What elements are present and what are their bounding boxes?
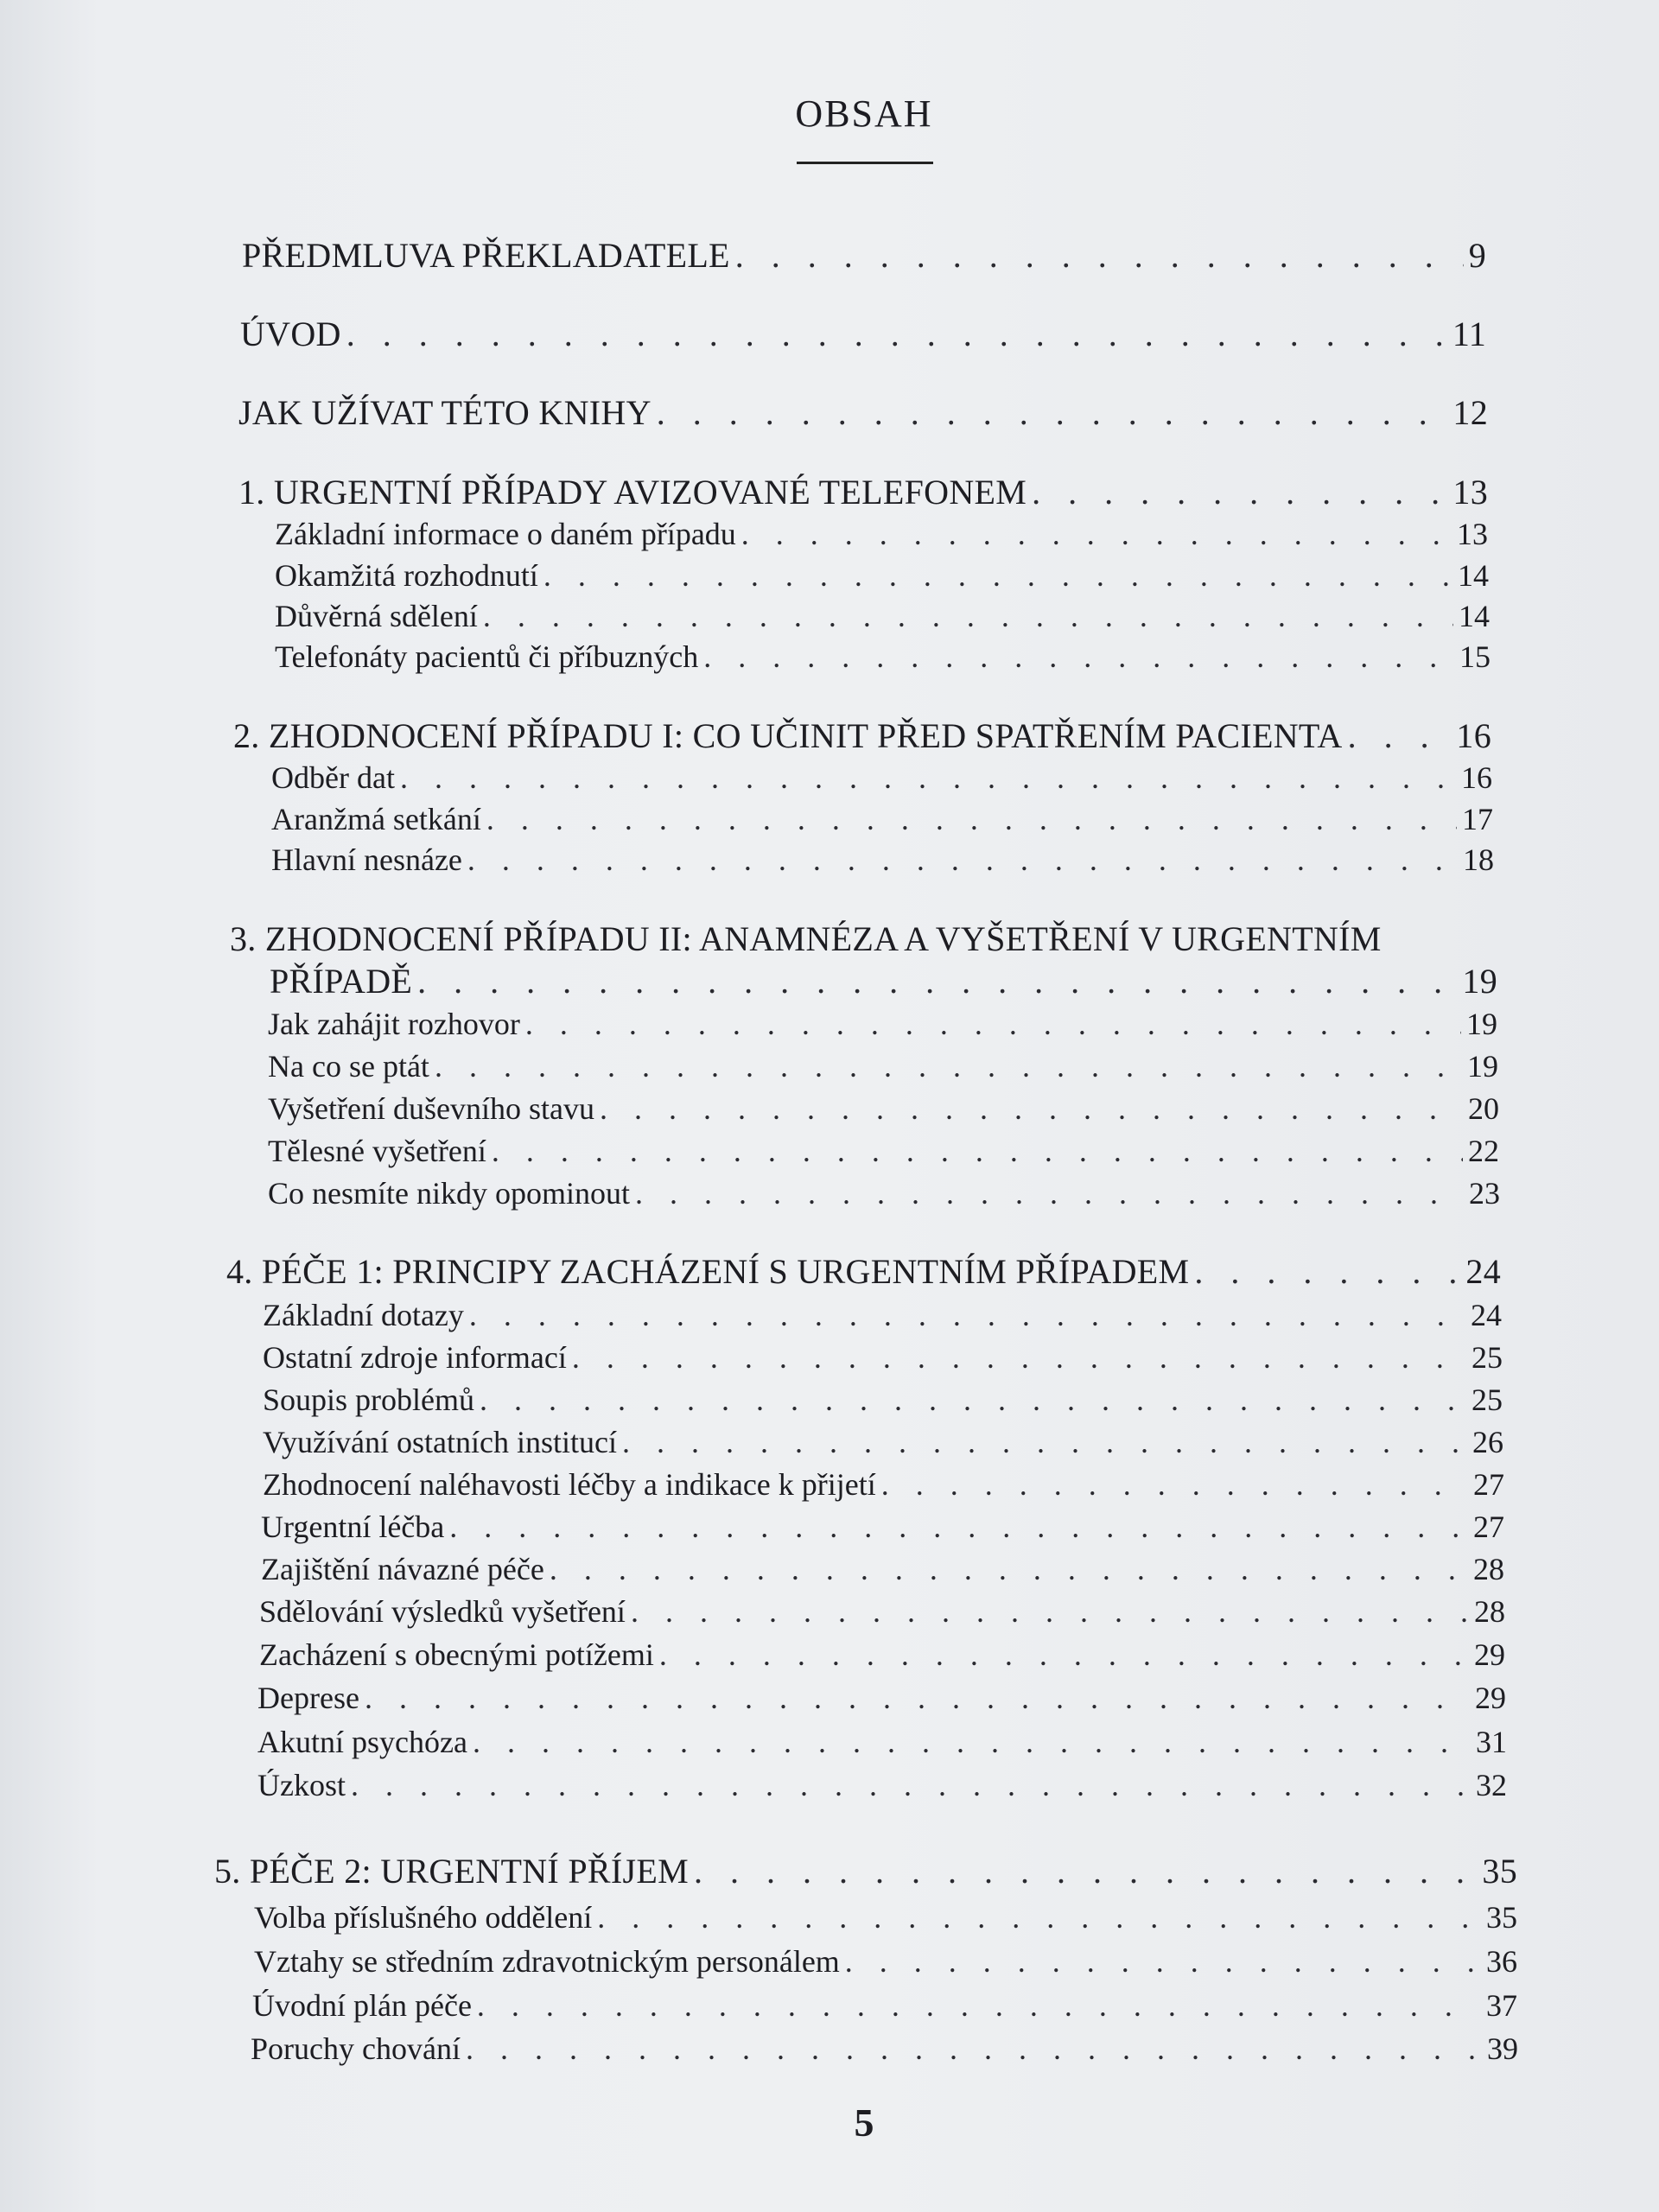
toc-entry-page: 22: [1468, 1134, 1499, 1168]
toc-subentry: [268, 1175, 1500, 1211]
toc-entry-page: 27: [1473, 1510, 1504, 1544]
toc-entry-page: 24: [1471, 1298, 1502, 1332]
dot-leader: [622, 1424, 1467, 1460]
toc-entry-page: 9: [1468, 236, 1486, 275]
toc-chapter: [230, 918, 1440, 959]
toc-entry-page: 12: [1452, 393, 1488, 432]
toc-entry-page: 19: [1466, 1007, 1497, 1041]
dot-leader: [597, 1899, 1481, 1936]
toc-entry-title: Soupis problémů: [263, 1382, 475, 1417]
toc-entry-title: Zhodnocení naléhavosti léčby a indikace k přijetí: [263, 1467, 876, 1502]
toc-entry-page: 14: [1458, 558, 1489, 593]
toc-entry-page: 13: [1452, 473, 1488, 512]
dot-leader: [1194, 1251, 1460, 1292]
toc-heading: OBSAH: [795, 92, 933, 135]
toc-entry-title: Telefonáty pacientů či příbuzných: [275, 639, 699, 674]
toc-entry-page: 16: [1456, 716, 1491, 755]
dot-leader: [469, 1297, 1465, 1333]
toc-subentry: [263, 1339, 1503, 1376]
toc-entry-page: 28: [1473, 1552, 1504, 1586]
dot-leader: [351, 1767, 1471, 1803]
toc-entry-title: ÚVOD: [240, 315, 341, 353]
toc-entry-page: 32: [1476, 1768, 1507, 1802]
dot-leader: [480, 1382, 1466, 1418]
dot-leader: [477, 1987, 1481, 2024]
toc-chapter: [238, 472, 1488, 512]
toc-entry-page: 16: [1461, 760, 1492, 795]
dot-leader: [417, 961, 1457, 1001]
toc-entry-title: Úvodní plán péče: [252, 1988, 472, 2023]
toc-subentry: [252, 1987, 1517, 2024]
dot-leader: [473, 1724, 1471, 1760]
dot-leader: [600, 1090, 1463, 1127]
toc-entry-page: 23: [1469, 1176, 1500, 1211]
toc-entry: [242, 235, 1486, 276]
page-number: 5: [854, 2101, 874, 2145]
toc-entry-title: Okamžitá rozhodnutí: [275, 558, 538, 593]
toc-subentry: [261, 1509, 1504, 1545]
toc-entry-title: Zacházení s obecnými potížemi: [259, 1637, 654, 1672]
toc-subentry: [263, 1297, 1502, 1333]
toc-subentry: [275, 557, 1489, 594]
toc-entry-page: 36: [1486, 1944, 1517, 1979]
toc-subentry: [263, 1424, 1503, 1460]
toc-entry-page: 26: [1472, 1425, 1503, 1459]
toc-entry-title: Poruchy chování: [251, 2031, 461, 2066]
toc-entry-title: Vztahy se středním zdravotnickým personálem: [254, 1944, 840, 1979]
toc-entry-page: 17: [1462, 802, 1493, 836]
toc-subentry: [271, 842, 1494, 878]
toc-entry-title: Úzkost: [257, 1768, 346, 1802]
toc-entry-page: 11: [1452, 315, 1486, 353]
dot-leader: [741, 516, 1452, 552]
dot-leader: [346, 314, 1447, 354]
toc-subentry: [268, 1133, 1499, 1169]
toc-entry-title: Základní dotazy: [263, 1298, 464, 1332]
dot-leader: [631, 1593, 1469, 1630]
dot-leader: [659, 1637, 1469, 1673]
toc-entry-title: JAK UŽÍVAT TÉTO KNIHY: [238, 393, 652, 432]
dot-leader: [435, 1048, 1462, 1084]
dot-leader: [467, 842, 1458, 878]
toc-subentry: [275, 639, 1491, 675]
toc-chapter-continuation: [270, 961, 1497, 1001]
toc-entry-page: 20: [1468, 1091, 1499, 1126]
dot-leader: [550, 1551, 1468, 1587]
toc-subentry: [257, 1767, 1507, 1803]
toc-entry-title: Aranžmá setkání: [271, 802, 481, 836]
toc-subentry: [275, 516, 1488, 552]
toc-entry-page: 19: [1467, 1049, 1498, 1084]
toc-entry-title: Vyšetření duševního stavu: [268, 1091, 594, 1126]
toc-entry-title: Odběr dat: [271, 760, 395, 795]
toc-subentry: [268, 1006, 1497, 1042]
toc-entry-title: Ostatní zdroje informací: [263, 1340, 567, 1375]
toc-entry-title: PŘÍPADĚ: [270, 962, 413, 1001]
toc-entry-title: Důvěrná sdělení: [275, 599, 478, 633]
toc-chapter: [214, 1851, 1517, 1891]
dot-leader: [492, 1133, 1463, 1169]
toc-subentry: [257, 1724, 1507, 1760]
toc-subentry: [257, 1680, 1506, 1716]
toc-subentry: [275, 598, 1490, 634]
dot-leader: [657, 392, 1448, 433]
toc-entry-title: Tělesné vyšetření: [268, 1134, 486, 1168]
toc-entry-page: 39: [1487, 2031, 1518, 2066]
dot-leader: [694, 1851, 1477, 1891]
toc-entry-title: 4. PÉČE 1: PRINCIPY ZACHÁZENÍ S URGENTNÍM PŘÍPADEM: [226, 1252, 1190, 1291]
toc-subentry: [263, 1382, 1503, 1418]
toc-entry-page: 35: [1482, 1852, 1517, 1891]
dot-leader: [486, 801, 1457, 837]
toc-subentry: [271, 801, 1493, 837]
dot-leader: [635, 1175, 1464, 1211]
toc-entry-title: Volba příslušného oddělení: [254, 1900, 593, 1935]
toc-entry-page: 18: [1463, 842, 1494, 877]
toc-entry-page: 25: [1471, 1340, 1503, 1375]
toc-subentry: [254, 1943, 1517, 1980]
toc-entry-title: Sdělování výsledků vyšetření: [259, 1594, 626, 1629]
toc-subentry: [268, 1048, 1498, 1084]
dot-leader: [466, 2031, 1482, 2067]
toc-entry-title: 3. ZHODNOCENÍ PŘÍPADU II: ANAMNÉZA A VYŠETŘENÍ V URGENTNÍM: [230, 919, 1382, 958]
dot-leader: [881, 1466, 1468, 1503]
toc-chapter: [233, 715, 1491, 756]
toc-entry-page: 19: [1462, 962, 1497, 1001]
toc-entry-page: 35: [1486, 1900, 1517, 1935]
toc-entry-title: Deprese: [257, 1681, 359, 1715]
toc-entry-title: Hlavní nesnáze: [271, 842, 462, 877]
toc-entry-page: 27: [1473, 1467, 1504, 1502]
toc-entry-page: 28: [1474, 1594, 1505, 1629]
toc-entry-page: 15: [1459, 639, 1491, 674]
dot-leader: [703, 639, 1454, 675]
dot-leader: [449, 1509, 1468, 1545]
toc-entry-title: Co nesmíte nikdy opominout: [268, 1176, 630, 1211]
dot-leader: [572, 1339, 1466, 1376]
toc-entry-title: Jak zahájit rozhovor: [268, 1007, 520, 1041]
toc-entry-page: 13: [1457, 517, 1488, 551]
toc-entry-page: 24: [1465, 1252, 1501, 1291]
toc-entry-page: 31: [1476, 1725, 1507, 1759]
toc-entry: [238, 392, 1488, 433]
toc-entry-title: 2. ZHODNOCENÍ PŘÍPADU I: CO UČINIT PŘED SPATŘENÍM PACIENTA: [233, 716, 1343, 755]
dot-leader: [1032, 472, 1447, 512]
toc-subentry: [259, 1637, 1505, 1673]
toc-chapter: [226, 1251, 1501, 1292]
toc-entry-page: 25: [1471, 1382, 1503, 1417]
toc-entry-page: 14: [1459, 599, 1490, 633]
toc-subentry: [251, 2031, 1518, 2067]
dot-leader: [365, 1680, 1470, 1716]
toc-entry-title: Využívání ostatních institucí: [263, 1425, 617, 1459]
toc-entry-title: 1. URGENTNÍ PŘÍPADY AVIZOVANÉ TELEFONEM: [238, 473, 1027, 512]
toc-subentry: [259, 1593, 1505, 1630]
dot-leader: [845, 1943, 1481, 1980]
toc-subentry: [263, 1466, 1504, 1503]
dot-leader: [735, 235, 1464, 276]
toc-subentry: [254, 1899, 1517, 1936]
toc-subentry: [268, 1090, 1499, 1127]
dot-leader: [525, 1006, 1461, 1042]
dot-leader: [483, 598, 1453, 634]
toc-entry-page: 29: [1475, 1681, 1506, 1715]
toc-entry-page: 37: [1486, 1988, 1517, 2023]
toc-entry-title: 5. PÉČE 2: URGENTNÍ PŘÍJEM: [214, 1852, 689, 1891]
toc-entry-title: Akutní psychóza: [257, 1725, 467, 1759]
toc-entry-title: PŘEDMLUVA PŘEKLADATELE: [242, 236, 730, 275]
dot-leader: [543, 557, 1452, 594]
toc-entry: [240, 314, 1486, 354]
dot-leader: [400, 760, 1456, 796]
toc-entry-title: Zajištění návazné péče: [261, 1552, 544, 1586]
dot-leader: [1348, 715, 1452, 756]
toc-entry-page: 29: [1474, 1637, 1505, 1672]
toc-subentry: [271, 760, 1492, 796]
toc-subentry: [261, 1551, 1504, 1587]
toc-entry-title: Na co se ptát: [268, 1049, 429, 1084]
toc-entry-title: Urgentní léčba: [261, 1510, 445, 1544]
toc-entry-title: Základní informace o daném případu: [275, 517, 736, 551]
